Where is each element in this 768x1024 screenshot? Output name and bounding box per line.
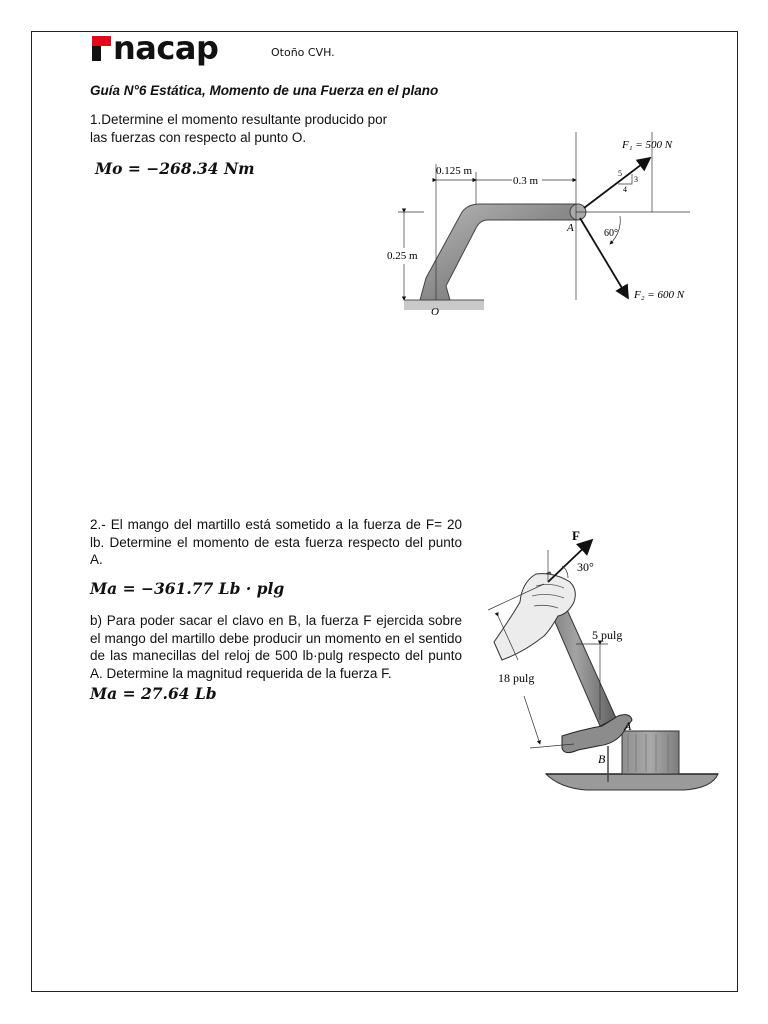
problem1-answer: Mo = −268.34 Nm xyxy=(95,159,255,178)
dim-5-pulg: 5 pulg xyxy=(592,628,623,642)
problem2-answer-a: Ma = −361.77 Lb · plg xyxy=(90,579,285,598)
bent-bar xyxy=(420,204,576,300)
point-A: A xyxy=(624,719,632,733)
problem2-statement-b: b) Para poder sacar el clavo en B, la fuerza F ejercida sobre el mango del martillo debe producir un momento en el sentido de las manecillas del reloj de 500 lb·pulg respecto del punto A. Determine la magnitud requerida de la fuerza F. xyxy=(90,613,462,681)
table-surface xyxy=(546,774,718,790)
F1-label: F₁ = 500 N xyxy=(622,139,673,151)
slope-3: 3 xyxy=(634,175,638,184)
slope-5: 5 xyxy=(618,169,622,178)
point-O: O xyxy=(431,306,439,318)
season-label: Otoño CVH. xyxy=(271,46,335,59)
dim-18-pulg: 18 pulg xyxy=(498,671,535,685)
dim-03: 0.3 m xyxy=(513,175,539,187)
logo-text: nacap xyxy=(113,29,219,67)
slope-4: 4 xyxy=(623,185,627,194)
dim-0125: 0.125 m xyxy=(436,165,473,177)
dim-025: 0.25 m xyxy=(387,250,418,262)
force-F1-arrow xyxy=(584,158,650,208)
problem2-statement: 2.- El mango del martillo está sometido a la fuerza de F= 20 lb. Determine el momento de esta fuerza respecto del punto A. xyxy=(90,517,462,567)
problem1-statement: 1.Determine el momento resultante producido por las fuerzas con respecto al punto O. xyxy=(90,112,388,145)
problem1-figure xyxy=(384,128,692,326)
guide-title: Guía N°6 Estática, Momento de una Fuerza en el plano xyxy=(90,83,439,98)
problem2-answer-b: Ma = 27.64 Lb xyxy=(90,684,217,703)
point-B: B xyxy=(598,752,606,766)
inacap-logo-mark xyxy=(92,36,111,61)
point-A: A xyxy=(567,222,574,234)
angle-30: 30° xyxy=(577,560,594,574)
ground xyxy=(404,300,484,310)
wood-block xyxy=(622,731,679,774)
F2-label: F₂ = 600 N xyxy=(634,289,685,301)
problem2-figure xyxy=(484,520,730,812)
angle-60: 60° xyxy=(604,228,618,239)
force-F-label: F xyxy=(572,528,580,543)
